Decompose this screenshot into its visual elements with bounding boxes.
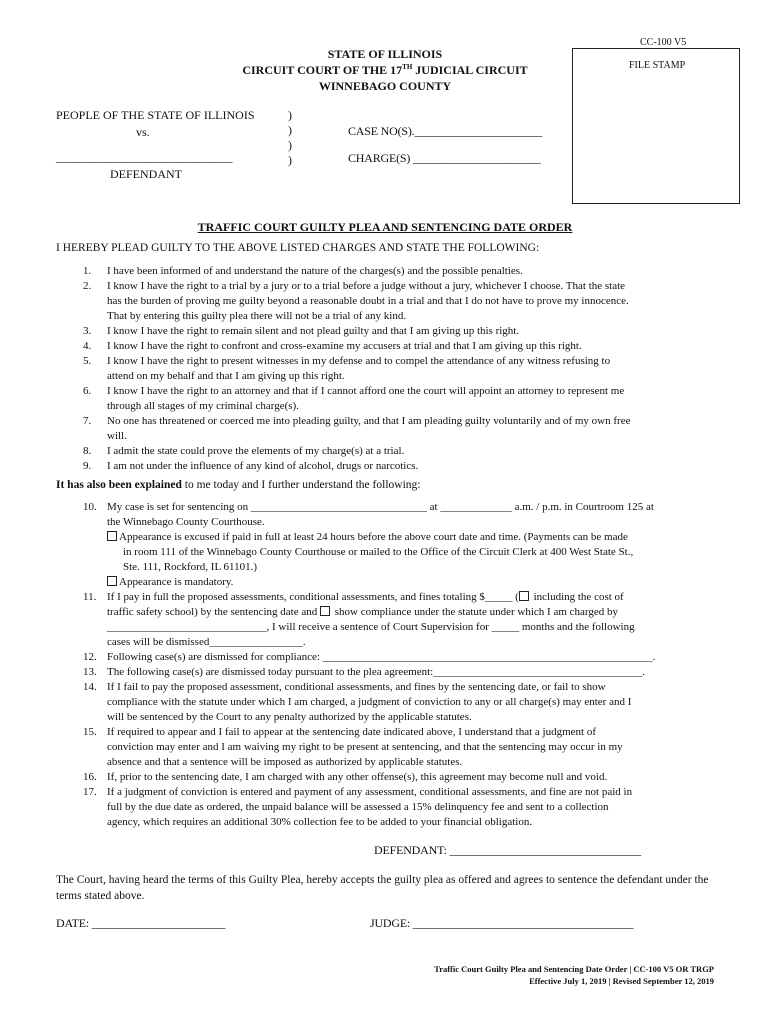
item-text: If, prior to the sentencing date, I am charged with any other offense(s), this agreement may become null and void. (107, 771, 608, 783)
item-text: through all stages of my criminal charge(s). (107, 400, 299, 412)
defendant-label: DEFENDANT (110, 167, 182, 181)
list-item (56, 665, 721, 680)
list-item (56, 339, 721, 354)
item-text: agency, which requires an additional 30% collection fee to be added to your financial obligation. (107, 816, 533, 828)
list-item (56, 324, 721, 339)
document-footer (300, 963, 714, 987)
item-text: including the cost of (530, 591, 624, 603)
item-text: full by the due date as ordered, the unpaid balance will be assessed a 15% delinquency fee and sent to a collection (107, 801, 609, 813)
court-circuit-post: JUDICIAL CIRCUIT (412, 63, 528, 77)
document-title: TRAFFIC COURT GUILTY PLEA AND SENTENCING DATE ORDER (197, 220, 573, 234)
item-text: Appearance is mandatory. (119, 576, 234, 588)
item-text: compliance with the statute under which I am charged, a judgment of conviction to any or all charge(s) may enter and I (107, 696, 632, 708)
list-item (56, 264, 721, 279)
caption-people: PEOPLE OF THE STATE OF ILLINOIS (56, 108, 255, 122)
show-compliance-checkbox[interactable] (320, 606, 330, 616)
caption-vs: vs. (136, 125, 150, 139)
item-text: That by entering this guilty plea there will not be a trial of any kind. (107, 310, 407, 322)
item-text: in room 111 of the Winnebago County Courthouse or mailed to the Office of the Circuit Clerk at 400 West State St., (123, 546, 634, 558)
appearance-mandatory-checkbox[interactable] (107, 576, 117, 586)
list-item (56, 279, 721, 324)
explained-bold: It has also been explained (56, 479, 182, 491)
court-circuit (200, 62, 570, 78)
item-text: Ste. 111, Rockford, IL 61101.) (123, 561, 258, 573)
item-number: 16. (83, 771, 97, 783)
item-text: If I fail to pay the proposed assessment, conditional assessments, and fines by the sentencing date, or fail to show (107, 681, 606, 693)
court-header (200, 46, 570, 94)
item-number: 8. (83, 445, 92, 457)
item-text: conviction may enter and I am waiving my right to be present at sentencing, and that the sentencing may occur in my (107, 741, 623, 753)
item-number: 7. (83, 415, 92, 427)
item-text (107, 590, 721, 605)
paren: ) (288, 138, 292, 152)
list-item (56, 384, 721, 414)
item-number: 17. (83, 786, 97, 798)
list-item (56, 680, 721, 725)
court-circuit-pre: CIRCUIT COURT OF THE 17 (242, 63, 403, 77)
item-text: will be sentenced by the Court to any penalty authorized by the applicable statutes. (107, 711, 472, 723)
court-state: STATE OF ILLINOIS (327, 47, 443, 61)
item-number: 2. (83, 280, 92, 292)
plea-dismissed-field[interactable]: The following case(s) are dismissed today pursuant to the plea agreement:______________________________________. (107, 666, 645, 678)
item-text: I admit the state could prove the elements of my charge(s) at a trial. (107, 445, 405, 457)
defendant-signature-field[interactable]: DEFENDANT: _________________________________ (374, 843, 641, 857)
caption-parens (288, 108, 292, 168)
court-circuit-sup: TH (402, 63, 413, 71)
item-text (107, 605, 721, 620)
list-item-11 (56, 590, 721, 650)
item-number: 1. (83, 265, 92, 277)
fines-total-field[interactable]: If I pay in full the proposed assessments, conditional assessments, and fines totaling $_____ ( (107, 591, 519, 603)
footer-form-title: Traffic Court Guilty Plea and Sentencing Date Order | CC-100 V5 OR TRGP (434, 964, 714, 974)
item-text: the Winnebago County Courthouse. (107, 516, 265, 528)
list-item (56, 650, 721, 665)
list-item (56, 414, 721, 444)
item-number: 13. (83, 666, 97, 678)
item-number: 11. (83, 591, 97, 603)
compliance-dismissed-field[interactable]: Following case(s) are dismissed for compliance: ____________________________________________________________. (107, 651, 656, 663)
judge-signature-field[interactable]: JUDGE: ______________________________________ (370, 916, 634, 930)
item-number: 10. (83, 501, 97, 513)
sentencing-date-field[interactable]: My case is set for sentencing on ________________________________ at _____________ a.m. / p.m. in Courtroom 125 at (107, 501, 654, 513)
item-number: 14. (83, 681, 97, 693)
item-text: Appearance is excused if paid in full at least 24 hours before the above court date and time. (Payments can be made (119, 531, 628, 543)
appearance-excused-checkbox[interactable] (107, 531, 117, 541)
item-text: I have been informed of and understand the nature of the charges(s) and the possible penalties. (107, 265, 523, 277)
paren: ) (288, 108, 292, 122)
item-text: has the burden of proving me guilty beyond a reasonable doubt in a trial and that I do not have to prove my innocence. (107, 295, 629, 307)
item-number: 9. (83, 460, 92, 472)
defendant-name-field[interactable]: ________________________________ (56, 150, 232, 164)
case-number-field[interactable]: CASE NO(S).______________________ (348, 124, 543, 138)
item-text: attend on my behalf and that I am giving up this right. (107, 370, 345, 382)
list-item-10 (56, 500, 721, 530)
form-code: CC-100 V5 (640, 37, 687, 48)
explained-intro (56, 478, 420, 493)
item-number: 6. (83, 385, 92, 397)
option-appearance-mandatory (56, 575, 721, 590)
safety-school-checkbox[interactable] (519, 591, 529, 601)
sentencing-items-list (56, 500, 721, 830)
item-text: I know I have the right to a trial by a jury or to a trial before a judge without a jury, whichever I choose. That the state (107, 280, 626, 292)
item-text: show compliance under the statute under which I am charged by (332, 606, 619, 618)
item-number: 4. (83, 340, 92, 352)
item-text: I know I have the right to present witnesses in my defense and to compel the attendance of any witness refusing to (107, 355, 611, 367)
footer-dates: Effective July 1, 2019 | Revised September 12, 2019 (529, 976, 714, 986)
item-number: 3. (83, 325, 92, 337)
item-text: traffic safety school) by the sentencing date and (107, 606, 320, 618)
plea-intro: I HEREBY PLEAD GUILTY TO THE ABOVE LISTED CHARGES AND STATE THE FOLLOWING: (56, 242, 540, 254)
item-text: I know I have the right to remain silent and not plead guilty and that I am giving up this right. (107, 325, 520, 337)
plea-items-list (56, 264, 721, 474)
item-text: will. (107, 430, 127, 442)
item-number: 5. (83, 355, 92, 367)
item-text: If a judgment of conviction is entered and payment of any assessment, conditional assessments, and fine are not paid in (107, 786, 633, 798)
charge-field[interactable]: CHARGE(S) ______________________ (348, 151, 541, 165)
item-text: I know I have the right to an attorney and that if I cannot afford one the court will appoint an attorney to represent me (107, 385, 625, 397)
supervision-field[interactable]: _____________________________, I will receive a sentence of Court Supervision for _____ months and the following (107, 621, 635, 633)
option-appearance-excused (56, 530, 721, 545)
item-number: 15. (83, 726, 97, 738)
item-text: I know I have the right to confront and cross-examine my accusers at trial and that I am giving up this right. (107, 340, 582, 352)
dismissed-cases-field[interactable]: cases will be dismissed_________________. (107, 636, 306, 648)
file-stamp-label: FILE STAMP (629, 60, 686, 71)
list-item (56, 770, 721, 785)
court-county: WINNEBAGO COUNTY (318, 79, 452, 93)
item-text: I am not under the influence of any kind of alcohol, drugs or narcotics. (107, 460, 419, 472)
court-acceptance-text: The Court, having heard the terms of this Guilty Plea, hereby accepts the guilty plea as offered and agrees to sentence the defendant under the terms stated above. (56, 874, 709, 902)
item-text: absence and that a sentence will be imposed as authorized by applicable statutes. (107, 756, 463, 768)
item-number: 12. (83, 651, 97, 663)
item-text: If required to appear and I fail to appear at the sentencing date indicated above, I understand that a judgment of (107, 726, 596, 738)
list-item (56, 459, 721, 474)
list-item (56, 354, 721, 384)
list-item (56, 725, 721, 770)
item-text: No one has threatened or coerced me into pleading guilty, and that I am pleading guilty voluntarily and of my own free (107, 415, 631, 427)
list-item (56, 444, 721, 459)
explained-rest: to me today and I further understand the following: (181, 479, 421, 491)
paren: ) (288, 123, 292, 137)
date-field[interactable]: DATE: _______________________ (56, 916, 226, 930)
paren: ) (288, 153, 292, 167)
list-item (56, 785, 721, 830)
